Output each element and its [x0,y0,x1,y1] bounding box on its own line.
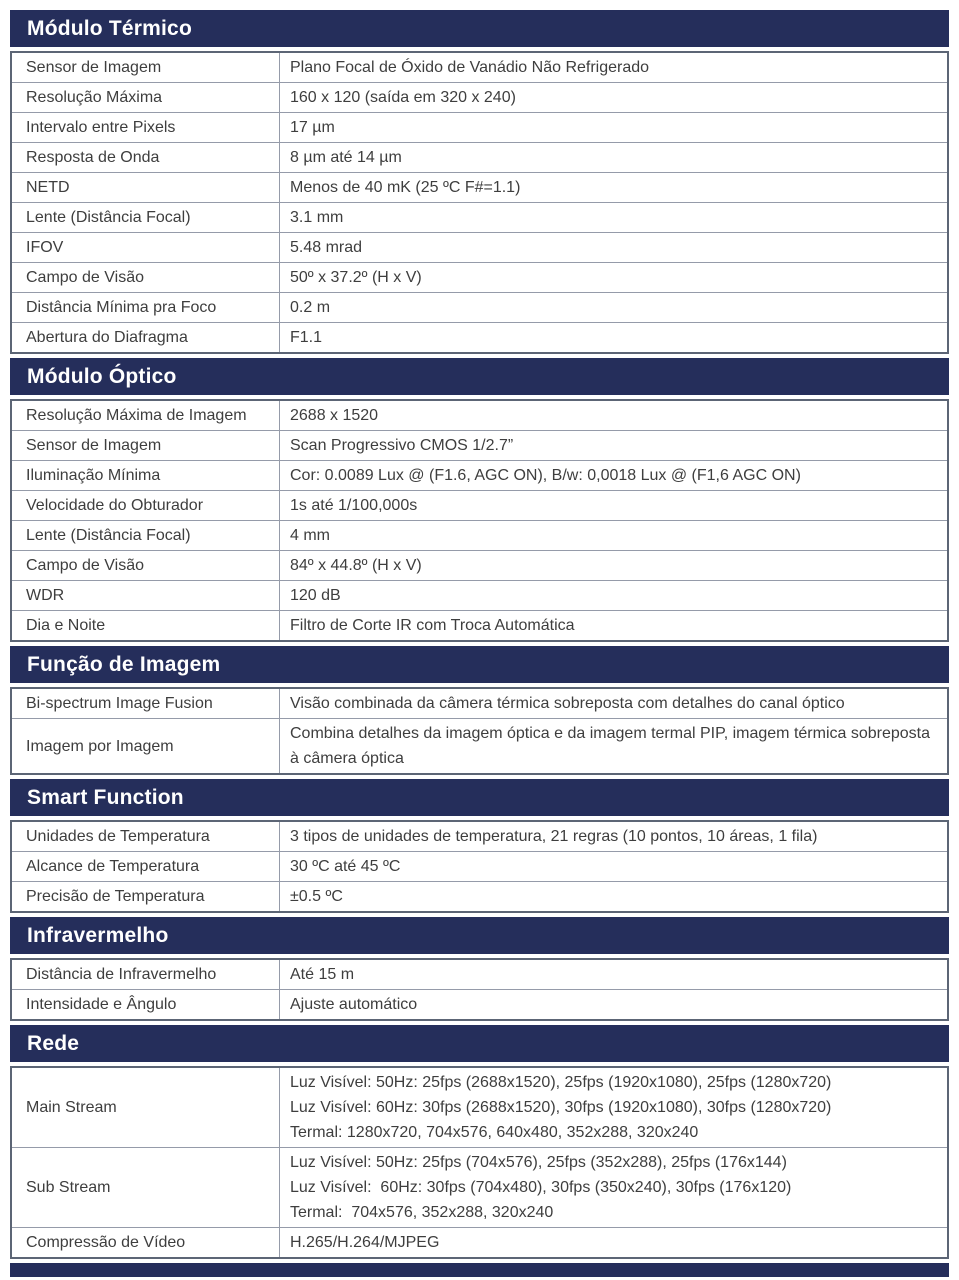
table-row [12,401,947,430]
section-header [10,358,949,395]
spec-label: Lente (Distância Focal) [12,203,280,232]
spec-value-line: 17 µm [290,119,335,136]
spec-value-line: Cor: 0.0089 Lux @ (F1.6, AGC ON), B/w: 0,0018 Lux @ (F1,6 AGC ON) [290,467,801,484]
spec-label: Precisão de Temperatura [12,882,280,911]
table-row [12,550,947,580]
spec-value [280,689,947,718]
table-row [12,460,947,490]
section-rows [10,399,949,642]
spec-value [280,431,947,460]
spec-value-line: Luz Visível: 50Hz: 25fps (704x576), 25fps (352x288), 25fps (176x144) [290,1154,787,1171]
spec-section [10,1025,949,1259]
spec-value-line: 160 x 120 (saída em 320 x 240) [290,89,516,106]
spec-label: Velocidade do Obturador [12,491,280,520]
spec-label: Dia e Noite [12,611,280,640]
table-row [12,610,947,640]
spec-value [280,233,947,262]
section-title: Módulo Térmico [27,16,192,40]
spec-label: Alcance de Temperatura [12,852,280,881]
spec-value-line: Plano Focal de Óxido de Vanádio Não Refrigerado [290,59,650,76]
section-title: Infravermelho [27,923,169,947]
spec-label: Campo de Visão [12,551,280,580]
spec-value [280,263,947,292]
section-title: Smart Function [27,785,184,809]
spec-table [10,10,949,1259]
section-rows [10,820,949,913]
spec-label: NETD [12,173,280,202]
spec-label: Compressão de Vídeo [12,1228,280,1257]
section-rows [10,1066,949,1259]
spec-section [10,779,949,913]
section-rows [10,958,949,1021]
table-row [12,232,947,262]
spec-value-line: 30 ºC até 45 ºC [290,858,401,875]
spec-label: Intervalo entre Pixels [12,113,280,142]
spec-value [280,1068,947,1147]
table-row [12,1068,947,1147]
spec-value-line: Termal: 704x576, 352x288, 320x240 [290,1204,554,1221]
spec-value [280,1228,947,1257]
table-row [12,689,947,718]
table-row [12,112,947,142]
spec-value [280,203,947,232]
spec-label: Iluminação Mínima [12,461,280,490]
spec-value [280,611,947,640]
spec-section [10,358,949,642]
spec-label: Sub Stream [12,1148,280,1227]
spec-label: Unidades de Temperatura [12,822,280,851]
section-title: Rede [27,1031,80,1055]
spec-value [280,1148,947,1227]
spec-label: Distância de Infravermelho [12,960,280,989]
table-row [12,430,947,460]
spec-value [280,401,947,430]
spec-value [280,719,947,773]
spec-value-line: Luz Visível: 50Hz: 25fps (2688x1520), 25fps (1920x1080), 25fps (1280x720) [290,1074,832,1091]
spec-value [280,521,947,550]
section-rows [10,687,949,775]
table-row [12,202,947,232]
spec-value-line: 1s até 1/100,000s [290,497,418,514]
spec-value-line: 2688 x 1520 [290,407,379,424]
table-row [12,1147,947,1227]
spec-value-line: Visão combinada da câmera térmica sobreposta com detalhes do canal óptico [290,695,845,712]
section-header [10,646,949,683]
spec-value [280,491,947,520]
section-header [10,917,949,954]
section-header [10,1025,949,1062]
next-section-bar-partial [10,1263,949,1277]
spec-value [280,822,947,851]
section-header [10,10,949,47]
spec-value-line: 4 mm [290,527,330,544]
spec-label: Intensidade e Ângulo [12,990,280,1019]
spec-value-line: Até 15 m [290,966,355,983]
spec-value-line: Filtro de Corte IR com Troca Automática [290,617,575,634]
section-header [10,779,949,816]
spec-value [280,990,947,1019]
spec-value-line: F1.1 [290,329,323,346]
table-row [12,53,947,82]
table-row [12,822,947,851]
spec-label: Sensor de Imagem [12,431,280,460]
spec-label: Resposta de Onda [12,143,280,172]
spec-value-line: Ajuste automático [290,996,418,1013]
spec-value-line: 3 tipos de unidades de temperatura, 21 regras (10 pontos, 10 áreas, 1 fila) [290,828,818,845]
spec-value-line: Scan Progressivo CMOS 1/2.7” [290,437,514,454]
spec-value [280,143,947,172]
spec-value [280,323,947,352]
spec-value-line: Termal: 1280x720, 704x576, 640x480, 352x288, 320x240 [290,1124,699,1141]
spec-section [10,10,949,354]
spec-value [280,551,947,580]
table-row [12,172,947,202]
spec-label: IFOV [12,233,280,262]
spec-label: Resolução Máxima [12,83,280,112]
spec-label: Distância Mínima pra Foco [12,293,280,322]
spec-section [10,917,949,1021]
spec-value-line: ±0.5 ºC [290,888,343,905]
spec-value [280,852,947,881]
table-row [12,520,947,550]
spec-label: Lente (Distância Focal) [12,521,280,550]
section-title: Módulo Óptico [27,364,177,388]
table-row [12,1227,947,1257]
section-title: Função de Imagem [27,652,221,676]
spec-label: WDR [12,581,280,610]
spec-section [10,646,949,775]
table-row [12,989,947,1019]
spec-value-line: 120 dB [290,587,341,604]
spec-value-line: Luz Visível: 60Hz: 30fps (2688x1520), 30fps (1920x1080), 30fps (1280x720) [290,1099,832,1116]
spec-label: Imagem por Imagem [12,719,280,773]
table-row [12,142,947,172]
spec-label: Resolução Máxima de Imagem [12,401,280,430]
spec-value-line: 8 µm até 14 µm [290,149,402,166]
spec-value-line: 0.2 m [290,299,331,316]
table-row [12,881,947,911]
table-row [12,82,947,112]
spec-label: Abertura do Diafragma [12,323,280,352]
spec-value-line: Combina detalhes da imagem óptica e da imagem termal PIP, imagem térmica sobreposta à câmera óptica [290,725,935,767]
spec-value [280,83,947,112]
spec-value [280,173,947,202]
spec-label: Sensor de Imagem [12,53,280,82]
spec-value-line: Luz Visível: 60Hz: 30fps (704x480), 30fps (350x240), 30fps (176x120) [290,1179,792,1196]
spec-value [280,53,947,82]
spec-value-line: H.265/H.264/MJPEG [290,1234,440,1251]
table-row [12,580,947,610]
spec-value-line: 50º x 37.2º (H x V) [290,269,422,286]
spec-label: Main Stream [12,1068,280,1147]
spec-value-line: 3.1 mm [290,209,344,226]
table-row [12,490,947,520]
spec-value-line: Menos de 40 mK (25 ºC F#=1.1) [290,179,521,196]
table-row [12,718,947,773]
table-row [12,292,947,322]
spec-label: Campo de Visão [12,263,280,292]
table-row [12,960,947,989]
spec-value [280,581,947,610]
spec-value [280,882,947,911]
spec-value [280,960,947,989]
spec-value [280,461,947,490]
spec-value [280,113,947,142]
spec-label: Bi-spectrum Image Fusion [12,689,280,718]
spec-value-line: 5.48 mrad [290,239,363,256]
section-rows [10,51,949,354]
spec-value [280,293,947,322]
table-row [12,851,947,881]
table-row [12,262,947,292]
spec-value-line: 84º x 44.8º (H x V) [290,557,422,574]
table-row [12,322,947,352]
